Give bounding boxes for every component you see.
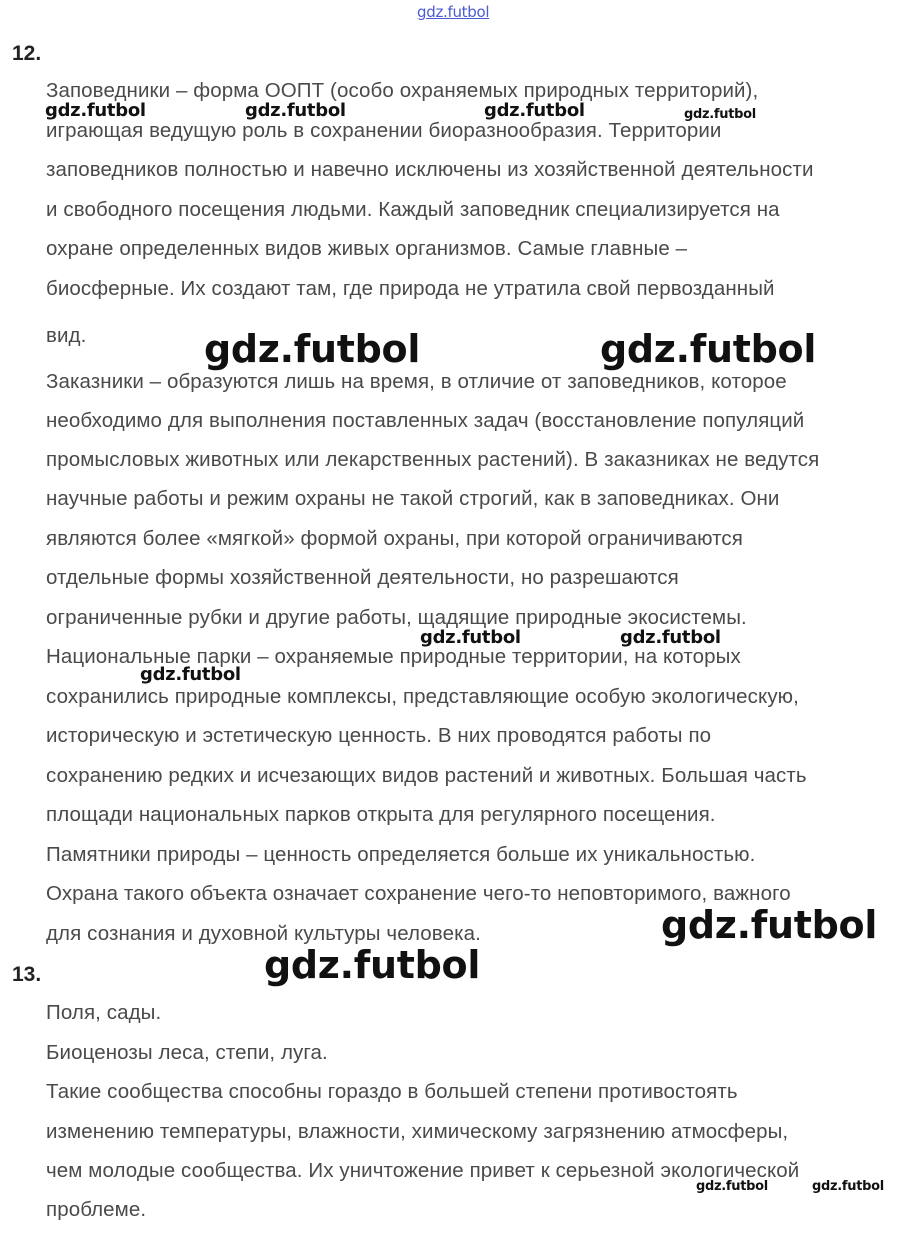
watermark: gdz.futbol bbox=[484, 100, 585, 121]
watermark: gdz.futbol bbox=[140, 664, 241, 685]
watermark: gdz.futbol bbox=[600, 327, 817, 371]
task-13-line: Поля, сады. bbox=[46, 1001, 162, 1024]
task-12-line: Заповедники – форма ООПТ (особо охраняемых природных территорий), bbox=[46, 79, 759, 102]
task-12-line: охране определенных видов живых организмов. Самые главные – bbox=[46, 237, 688, 260]
watermark: gdz.futbol bbox=[420, 627, 521, 648]
watermark: gdz.futbol bbox=[204, 327, 421, 371]
task-12-line: вид. bbox=[46, 324, 87, 347]
task-12-line: заповедников полностью и навечно исключены из хозяйственной деятельности bbox=[46, 158, 814, 181]
task-12-line: Охрана такого объекта означает сохранение чего-то неповторимого, важного bbox=[46, 882, 791, 905]
watermark: gdz.futbol bbox=[812, 1179, 884, 1194]
task-12-number: 12. bbox=[12, 42, 42, 65]
watermark: gdz.futbol bbox=[661, 903, 878, 947]
watermark: gdz.futbol bbox=[245, 100, 346, 121]
task-12-line: необходимо для выполнения поставленных задач (восстановление популяций bbox=[46, 409, 805, 432]
task-13-line: изменению температуры, влажности, химическому загрязнению атмосферы, bbox=[46, 1120, 789, 1143]
task-12-line: сохранению редких и исчезающих видов растений и животных. Большая часть bbox=[46, 764, 807, 787]
task-12-line: и свободного посещения людьми. Каждый заповедник специализируется на bbox=[46, 198, 780, 221]
task-12-line: научные работы и режим охраны не такой строгий, как в заповедниках. Они bbox=[46, 487, 780, 510]
watermark: gdz.futbol bbox=[264, 943, 481, 987]
task-12-line: историческую и эстетическую ценность. В них проводятся работы по bbox=[46, 724, 712, 747]
task-12-line: биосферные. Их создают там, где природа не утратила свой первозданный bbox=[46, 277, 775, 300]
task-12-line: являются более «мягкой» формой охраны, при которой ограничиваются bbox=[46, 527, 743, 550]
task-12-line: промысловых животных или лекарственных растений). В заказниках не ведутся bbox=[46, 448, 820, 471]
task-12-line: площади национальных парков открыта для регулярного посещения. bbox=[46, 803, 716, 826]
watermark: gdz.futbol bbox=[684, 107, 756, 122]
task-12-line: Заказники – образуются лишь на время, в отличие от заповедников, которое bbox=[46, 370, 787, 393]
task-12-line: отдельные формы хозяйственной деятельности, но разрешаются bbox=[46, 566, 679, 589]
task-13-line: чем молодые сообщества. Их уничтожение привет к серьезной экологической bbox=[46, 1159, 800, 1182]
task-12-line: ограниченные рубки и другие работы, щадящие природные экосистемы. bbox=[46, 606, 747, 629]
task-13-line: Такие сообщества способны гораздо в большей степени противостоять bbox=[46, 1080, 738, 1103]
watermark-link[interactable]: gdz.futbol bbox=[417, 3, 490, 21]
watermark: gdz.futbol bbox=[620, 627, 721, 648]
task-12-line: Национальные парки – охраняемые природные территории, на которых bbox=[46, 645, 741, 668]
task-13-number: 13. bbox=[12, 963, 42, 986]
task-13-line: Биоценозы леса, степи, луга. bbox=[46, 1041, 328, 1064]
watermark: gdz.futbol bbox=[45, 100, 146, 121]
task-12-line: Памятники природы – ценность определяется больше их уникальностью. bbox=[46, 843, 756, 866]
task-13-line: проблеме. bbox=[46, 1198, 147, 1221]
task-12-line: играющая ведущую роль в сохранении биоразнообразия. Территории bbox=[46, 119, 722, 142]
task-12-line: сохранились природные комплексы, представляющие особую экологическую, bbox=[46, 685, 799, 708]
task-12-line: для сознания и духовной культуры человека. bbox=[46, 922, 481, 945]
watermark: gdz.futbol bbox=[696, 1179, 768, 1194]
